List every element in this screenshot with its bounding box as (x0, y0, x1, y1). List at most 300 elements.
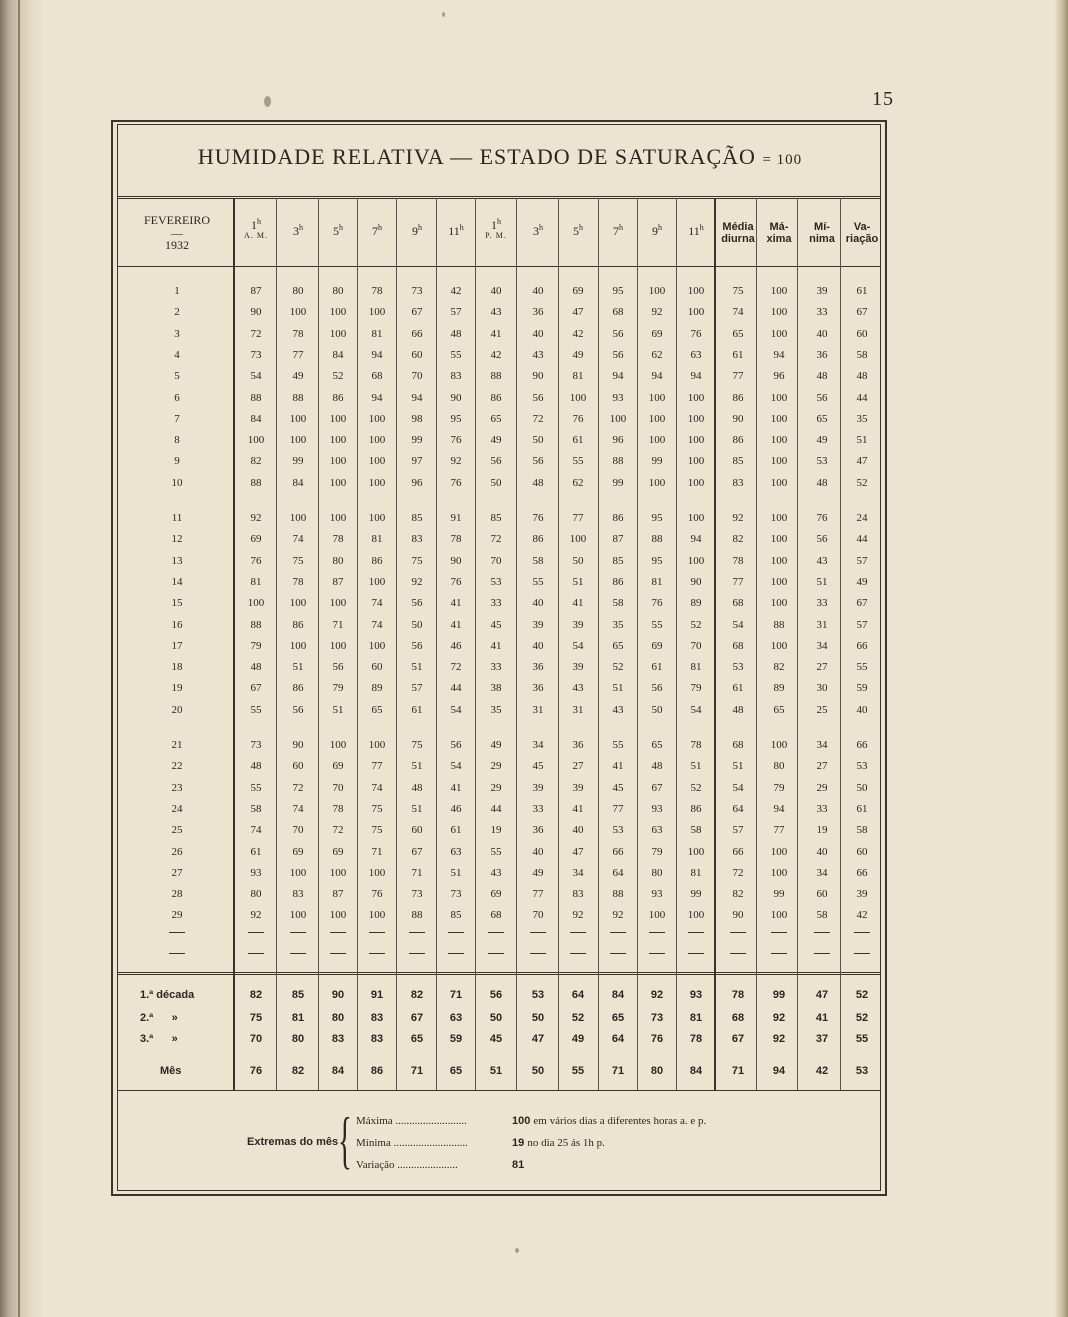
humidity-value: 100 (687, 512, 705, 524)
humidity-value: 49 (816, 434, 828, 447)
humidity-value: 79 (332, 682, 344, 695)
humidity-value: 100 (687, 845, 705, 858)
humidity-value: 56 (612, 348, 624, 361)
humidity-value: 77 (371, 760, 383, 773)
day-number: 9 (174, 455, 180, 468)
humidity-value: 100 (687, 391, 705, 404)
humidity-value: 86 (612, 575, 624, 588)
empty-dash (488, 932, 504, 933)
day-number: 15 (171, 597, 183, 610)
summary-label: 2.ª » (140, 1012, 178, 1024)
humidity-value: 57 (450, 306, 462, 319)
humidity-value: 48 (250, 760, 262, 773)
humidity-value: 100 (770, 909, 788, 922)
humidity-value: 60 (816, 888, 828, 901)
humidity-value: 58 (250, 802, 262, 815)
hour-suffix: h (459, 223, 464, 232)
hour-header (318, 224, 358, 238)
empty-dash (730, 932, 746, 933)
humidity-value: 54 (250, 370, 262, 383)
humidity-value: 66 (411, 327, 423, 340)
humidity-value: 56 (332, 661, 344, 674)
humidity-value: 40 (490, 285, 502, 297)
humidity-value: 42 (490, 348, 502, 361)
humidity-value: 49 (490, 434, 502, 447)
humidity-value: 51 (856, 434, 868, 447)
day-number: 19 (171, 682, 183, 695)
humidity-value: 73 (411, 285, 423, 297)
humidity-value: 34 (816, 639, 828, 652)
humidity-value: 83 (411, 533, 423, 546)
humidity-value: 52 (690, 781, 702, 794)
column-rule (357, 198, 358, 1090)
humidity-value: 56 (612, 327, 624, 340)
humidity-value: 80 (250, 888, 262, 901)
summary-value: 92 (772, 1012, 786, 1024)
humidity-value: 100 (648, 909, 666, 922)
humidity-value: 43 (572, 682, 584, 695)
humidity-value: 71 (332, 618, 344, 631)
humidity-value: 19 (816, 824, 828, 837)
humidity-value: 43 (490, 306, 502, 319)
summary-value: 67 (731, 1033, 745, 1045)
humidity-value: 72 (250, 327, 262, 340)
summary-value: 51 (489, 1065, 503, 1077)
humidity-value: 64 (732, 802, 744, 815)
humidity-value: 66 (732, 845, 744, 858)
humidity-value: 100 (648, 285, 666, 297)
humidity-value: 31 (572, 703, 584, 716)
stat-header-line1: Va- (853, 221, 871, 233)
day-number: 24 (171, 802, 183, 815)
humidity-value: 100 (368, 512, 386, 524)
hour-suffix: h (497, 217, 501, 226)
humidity-value: 58 (690, 824, 702, 837)
hour-suffix: h (299, 223, 303, 232)
humidity-value: 70 (292, 824, 304, 837)
humidity-value: 88 (490, 370, 502, 383)
humidity-value: 40 (816, 845, 828, 858)
humidity-value: 94 (690, 370, 702, 383)
humidity-value: 96 (612, 434, 624, 447)
humidity-value: 50 (572, 554, 584, 567)
humidity-value: 73 (450, 888, 462, 901)
humidity-value: 33 (816, 802, 828, 815)
humidity-value: 76 (572, 412, 584, 425)
humidity-value: 89 (690, 597, 702, 610)
humidity-value: 57 (856, 618, 868, 631)
summary-value: 78 (689, 1033, 703, 1045)
humidity-value: 95 (450, 412, 462, 425)
day-number: 11 (171, 512, 183, 524)
humidity-value: 61 (450, 824, 462, 837)
humidity-value: 100 (648, 434, 666, 447)
empty-dash (530, 953, 546, 954)
humidity-value: 69 (332, 760, 344, 773)
humidity-value: 48 (411, 781, 423, 794)
humidity-value: 90 (732, 412, 744, 425)
humidity-value: 55 (490, 845, 502, 858)
humidity-value: 94 (690, 533, 702, 546)
humidity-value: 75 (732, 285, 744, 297)
humidity-value: 66 (612, 845, 624, 858)
humidity-value: 100 (770, 845, 788, 858)
humidity-value: 46 (450, 639, 462, 652)
humidity-value: 52 (332, 370, 344, 383)
summary-value: 90 (331, 989, 345, 1001)
humidity-value: 51 (690, 760, 702, 773)
column-rule (233, 198, 235, 1090)
humidity-value: 76 (690, 327, 702, 340)
humidity-value: 81 (651, 575, 663, 588)
summary-value: 86 (370, 1065, 384, 1077)
humidity-value: 82 (250, 455, 262, 468)
humidity-value: 100 (368, 739, 386, 751)
humidity-value: 70 (490, 554, 502, 567)
humidity-value: 92 (732, 512, 744, 524)
day-number: 27 (171, 866, 183, 879)
humidity-value: 69 (292, 845, 304, 858)
summary-value: 42 (815, 1065, 829, 1077)
humidity-value: 81 (690, 661, 702, 674)
humidity-value: 50 (651, 703, 663, 716)
humidity-value: 27 (572, 760, 584, 773)
humidity-value: 62 (572, 476, 584, 489)
humidity-value: 76 (450, 575, 462, 588)
humidity-value: 90 (450, 554, 462, 567)
humidity-value: 100 (770, 412, 788, 425)
column-rule (676, 198, 677, 1090)
humidity-value: 94 (612, 370, 624, 383)
humidity-value: 40 (572, 824, 584, 837)
summary-value: 99 (772, 989, 786, 1001)
maxima-value: 100 (512, 1115, 531, 1127)
humidity-value: 41 (450, 781, 462, 794)
humidity-value: 38 (490, 682, 502, 695)
humidity-value: 86 (292, 682, 304, 695)
humidity-value: 69 (332, 845, 344, 858)
variacao-leader: ...................... (394, 1159, 458, 1171)
empty-dash (854, 953, 870, 954)
summary-value: 71 (731, 1065, 745, 1077)
humidity-value: 68 (732, 597, 744, 610)
summary-value: 59 (449, 1033, 463, 1045)
column-rule (598, 198, 599, 1090)
humidity-value: 100 (770, 434, 788, 447)
humidity-value: 78 (292, 575, 304, 588)
hour-suffix: h (418, 223, 422, 232)
stat-header-line2: xima (766, 232, 792, 245)
humidity-value: 100 (770, 533, 788, 546)
humidity-value: 33 (816, 597, 828, 610)
humidity-value: 88 (292, 391, 304, 404)
humidity-value: 40 (532, 845, 544, 858)
humidity-value: 93 (651, 802, 663, 815)
humidity-value: 69 (490, 888, 502, 901)
humidity-value: 57 (856, 554, 868, 567)
humidity-value: 67 (651, 781, 663, 794)
humidity-value: 73 (411, 888, 423, 901)
humidity-value: 68 (612, 306, 624, 319)
humidity-value: 57 (732, 824, 744, 837)
humidity-value: 57 (411, 682, 423, 695)
humidity-value: 66 (856, 739, 868, 751)
humidity-value: 100 (289, 306, 307, 319)
humidity-value: 87 (332, 575, 344, 588)
humidity-value: 79 (651, 845, 663, 858)
humidity-value: 49 (532, 866, 544, 879)
summary-value: 82 (291, 1065, 305, 1077)
humidity-value: 100 (770, 306, 788, 319)
humidity-value: 89 (773, 682, 785, 695)
humidity-value: 100 (648, 391, 666, 404)
humidity-value: 67 (411, 306, 423, 319)
summary-value: 64 (571, 989, 585, 1001)
humidity-value: 100 (687, 285, 705, 297)
humidity-value: 65 (773, 703, 785, 716)
humidity-value: 69 (250, 533, 262, 546)
humidity-value: 55 (250, 781, 262, 794)
humidity-value: 65 (816, 412, 828, 425)
humidity-value: 39 (532, 781, 544, 794)
humidity-value: 39 (572, 781, 584, 794)
humidity-value: 94 (773, 348, 785, 361)
humidity-value: 51 (572, 575, 584, 588)
day-number: 5 (174, 370, 180, 383)
humidity-value: 87 (612, 533, 624, 546)
humidity-value: 100 (368, 434, 386, 447)
humidity-value: 100 (687, 412, 705, 425)
hour-number: 5 (573, 224, 579, 238)
hour-suffix: h (699, 223, 704, 232)
humidity-value: 51 (292, 661, 304, 674)
humidity-value: 36 (532, 306, 544, 319)
empty-dash (290, 932, 306, 933)
day-number: 6 (174, 391, 180, 404)
summary-value: 50 (531, 1065, 545, 1077)
humidity-value: 76 (532, 512, 544, 524)
humidity-value: 100 (770, 455, 788, 468)
humidity-value: 67 (856, 597, 868, 610)
humidity-value: 100 (770, 512, 788, 524)
humidity-value: 83 (572, 888, 584, 901)
humidity-value: 48 (450, 327, 462, 340)
humidity-value: 61 (732, 682, 744, 695)
humidity-value: 56 (450, 739, 462, 751)
humidity-value: 66 (856, 866, 868, 879)
stat-header-line2: nima (809, 232, 835, 245)
summary-value: 68 (731, 1012, 745, 1024)
humidity-value: 56 (816, 533, 828, 546)
humidity-value: 99 (690, 888, 702, 901)
humidity-value: 82 (732, 888, 744, 901)
humidity-value: 100 (368, 476, 386, 489)
humidity-value: 100 (770, 575, 788, 588)
humidity-value: 100 (329, 512, 347, 524)
humidity-value: 78 (332, 533, 344, 546)
empty-dash (649, 953, 665, 954)
hour-number: 9 (652, 224, 658, 238)
humidity-value: 78 (450, 533, 462, 546)
summary-value: 76 (249, 1065, 263, 1077)
humidity-value: 53 (612, 824, 624, 837)
humidity-value: 90 (732, 909, 744, 922)
humidity-value: 58 (816, 909, 828, 922)
humidity-value: 84 (292, 476, 304, 489)
empty-dash (688, 953, 704, 954)
humidity-value: 60 (411, 348, 423, 361)
humidity-value: 99 (773, 888, 785, 901)
humidity-value: 81 (690, 866, 702, 879)
variacao-row (356, 1158, 458, 1172)
humidity-value: 35 (490, 703, 502, 716)
humidity-value: 100 (329, 476, 347, 489)
humidity-value: 87 (332, 888, 344, 901)
humidity-value: 100 (329, 866, 347, 879)
hour-number: 1 (251, 218, 257, 232)
humidity-value: 73 (250, 739, 262, 751)
humidity-value: 61 (572, 434, 584, 447)
humidity-value: 34 (532, 739, 544, 751)
humidity-value: 74 (371, 618, 383, 631)
humidity-value: 47 (572, 845, 584, 858)
summary-value: 50 (489, 1012, 503, 1024)
humidity-value: 84 (332, 348, 344, 361)
humidity-value: 72 (332, 824, 344, 837)
summary-value: 65 (449, 1065, 463, 1077)
empty-dash (330, 953, 346, 954)
summary-value: 82 (410, 989, 424, 1001)
humidity-value: 56 (411, 639, 423, 652)
humidity-value: 61 (856, 285, 868, 297)
summary-value: 47 (815, 989, 829, 1001)
humidity-value: 100 (329, 306, 347, 319)
humidity-value: 86 (490, 391, 502, 404)
summary-value: 83 (370, 1012, 384, 1024)
humidity-value: 100 (368, 575, 386, 588)
summary-value: 64 (611, 1033, 625, 1045)
summary-value: 53 (855, 1065, 869, 1077)
summary-value: 84 (331, 1065, 345, 1077)
hour-number: 11 (448, 224, 460, 238)
humidity-value: 55 (651, 618, 663, 631)
empty-dash (570, 953, 586, 954)
hour-suffix: h (378, 223, 382, 232)
empty-dash (369, 953, 385, 954)
humidity-value: 53 (490, 575, 502, 588)
month-label: FEVEREIRO (144, 213, 210, 227)
day-number: 28 (171, 888, 183, 901)
humidity-value: 78 (332, 802, 344, 815)
humidity-value: 100 (770, 327, 788, 340)
humidity-value: 84 (250, 412, 262, 425)
empty-dash (730, 953, 746, 954)
hour-suffix: h (539, 223, 543, 232)
title-divider (117, 196, 881, 199)
humidity-value: 77 (292, 348, 304, 361)
humidity-value: 29 (490, 781, 502, 794)
humidity-value: 49 (490, 739, 502, 751)
humidity-value: 89 (371, 682, 383, 695)
hour-number: 3 (293, 224, 299, 238)
humidity-value: 39 (816, 285, 828, 297)
humidity-value: 39 (572, 618, 584, 631)
hour-suffix: h (658, 223, 662, 232)
humidity-value: 100 (687, 455, 705, 468)
humidity-value: 65 (612, 639, 624, 652)
humidity-value: 68 (371, 370, 383, 383)
empty-dash (409, 953, 425, 954)
humidity-value: 81 (371, 533, 383, 546)
humidity-value: 33 (490, 597, 502, 610)
humidity-value: 72 (532, 412, 544, 425)
humidity-value: 48 (250, 661, 262, 674)
page-edge-shadow (1054, 0, 1068, 1317)
humidity-value: 45 (612, 781, 624, 794)
month-header (133, 214, 221, 252)
summary-value: 63 (449, 1012, 463, 1024)
column-rule (276, 198, 277, 1090)
humidity-value: 45 (490, 618, 502, 631)
humidity-value: 53 (856, 760, 868, 773)
day-number: 20 (171, 703, 183, 716)
column-rule (637, 198, 638, 1090)
summary-value: 56 (489, 989, 503, 1001)
humidity-value: 36 (816, 348, 828, 361)
humidity-value: 41 (572, 802, 584, 815)
humidity-value: 78 (292, 327, 304, 340)
day-number: 4 (174, 348, 180, 361)
humidity-value: 81 (572, 370, 584, 383)
hour-number: 9 (412, 224, 418, 238)
humidity-value: 100 (247, 597, 265, 610)
humidity-value: 58 (856, 824, 868, 837)
humidity-value: 51 (411, 661, 423, 674)
hour-header (236, 218, 276, 240)
humidity-value: 60 (411, 824, 423, 837)
humidity-value: 51 (450, 866, 462, 879)
humidity-value: 49 (292, 370, 304, 383)
humidity-value: 48 (532, 476, 544, 489)
humidity-value: 90 (450, 391, 462, 404)
hour-header (558, 224, 598, 238)
humidity-value: 100 (329, 455, 347, 468)
humidity-value: 82 (773, 661, 785, 674)
humidity-value: 44 (490, 802, 502, 815)
humidity-value: 94 (773, 802, 785, 815)
humidity-value: 94 (371, 348, 383, 361)
humidity-value: 94 (411, 391, 423, 404)
day-number: 3 (174, 327, 180, 340)
humidity-value: 66 (856, 639, 868, 652)
empty-dash (530, 932, 546, 933)
humidity-value: 95 (612, 285, 624, 297)
summary-value: 52 (855, 989, 869, 1001)
humidity-value: 100 (569, 391, 587, 404)
day-number: 25 (171, 824, 183, 837)
summary-value: 71 (449, 989, 463, 1001)
humidity-value: 48 (651, 760, 663, 773)
humidity-value: 40 (532, 639, 544, 652)
humidity-value: 56 (651, 682, 663, 695)
humidity-value: 35 (612, 618, 624, 631)
extremes-divider (117, 1090, 881, 1091)
humidity-value: 42 (572, 327, 584, 340)
summary-value: 70 (249, 1033, 263, 1045)
humidity-value: 100 (289, 512, 307, 524)
humidity-value: 39 (856, 888, 868, 901)
humidity-value: 51 (411, 760, 423, 773)
